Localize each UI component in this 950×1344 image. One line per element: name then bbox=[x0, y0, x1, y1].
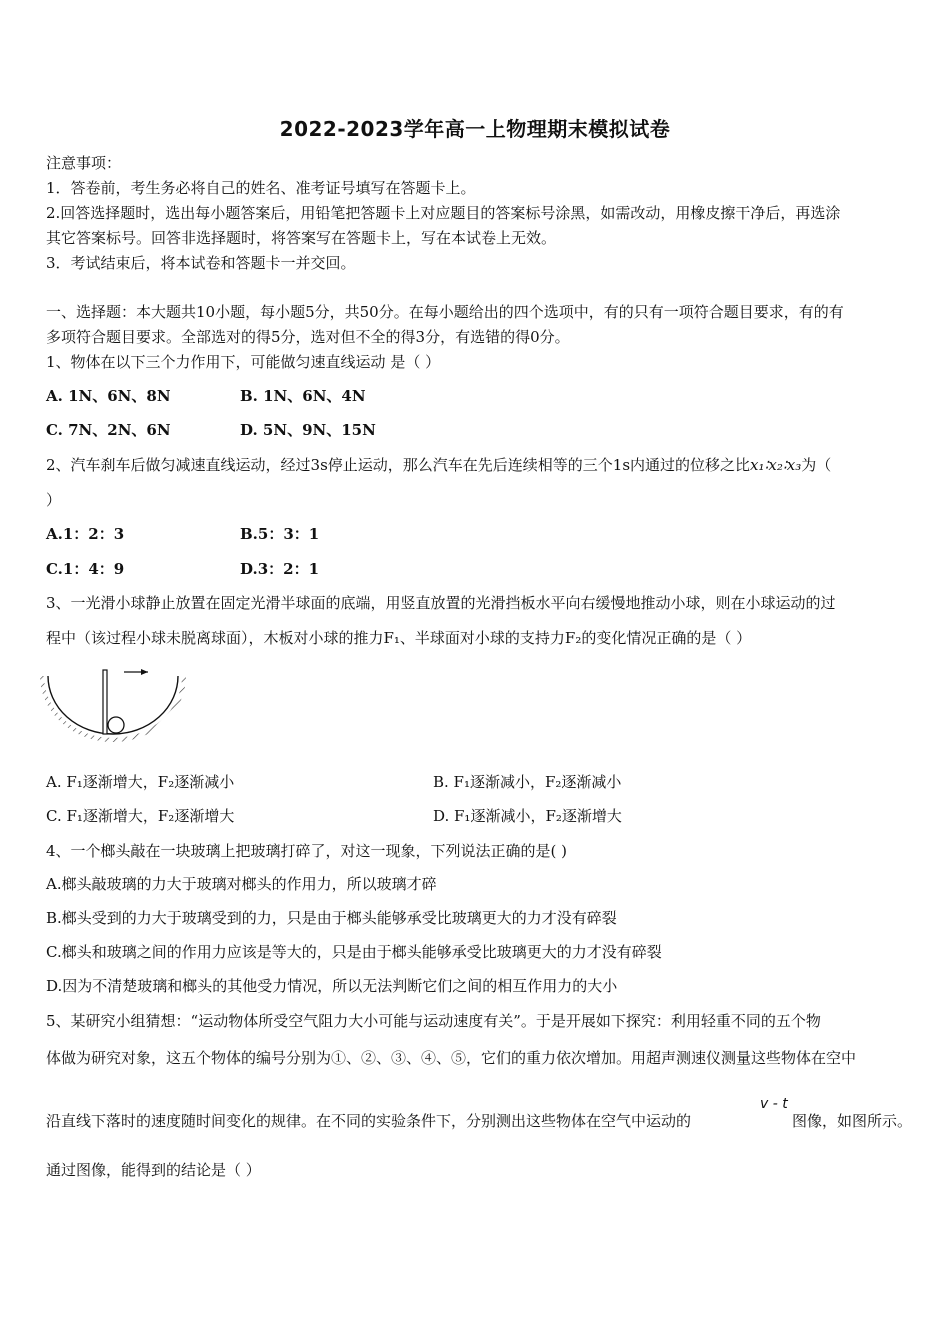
section-intro-line2: 多项符合题目要求。全部选对的得5分，选对但不全的得3分，有选错的得0分。 bbox=[46, 328, 570, 346]
notice-item-2-cont: 其它答案标号。回答非选择题时，将答案写在答题卡上，写在本试卷上无效。 bbox=[46, 229, 557, 247]
notice-item-2: 2.回答选择题时，选出每小题答案后，用铅笔把答题卡上对应题目的答案标号涂黑，如需改动，用橡皮擦干净后，再选涂 bbox=[46, 204, 841, 222]
section-intro-line1: 一、选择题：本大题共10小题，每小题5分，共50分。在每小题给出的四个选项中，有的只有一项符合题目要求，有的有 bbox=[46, 303, 844, 321]
q2-stem-end: 为（ bbox=[801, 456, 832, 474]
ball bbox=[108, 717, 124, 733]
notice-item-3: 3．考试结束后，将本试卷和答题卡一并交回。 bbox=[46, 254, 356, 272]
q4-stem: 4、一个榔头敲在一块玻璃上把玻璃打碎了，对这一现象，下列说法正确的是( ) bbox=[46, 842, 568, 860]
q3-option-b: B. F₁逐渐减小，F₂逐渐减小 bbox=[433, 773, 622, 791]
q3-option-c: C. F₁逐渐增大，F₂逐渐增大 bbox=[46, 807, 235, 825]
q1-option-d: D. 5N、9N、15N bbox=[240, 421, 376, 439]
vt-symbol: v - t bbox=[760, 1096, 788, 1112]
q4-option-b: B.榔头受到的力大于玻璃受到的力，只是由于榔头能够承受比玻璃更大的力才没有碎裂 bbox=[46, 909, 617, 927]
notice-heading: 注意事项： bbox=[46, 154, 122, 172]
q5-line3-end: 图像，如图所示。 bbox=[792, 1112, 913, 1130]
q3-stem-line1: 3、一光滑小球静止放置在固定光滑半球面的底端，用竖直放置的光滑挡板水平向右缓慢地推动小球，则在小球运动的过 bbox=[46, 594, 836, 612]
q2-option-d: D.3：2：1 bbox=[240, 560, 320, 578]
q5-line2: 体做为研究对象，这五个物体的编号分别为①、②、③、④、⑤，它们的重力依次增加。用超声测速仪测量这些物体在空中 bbox=[46, 1049, 857, 1067]
page-title: 2022-2023学年高一上物理期末模拟试卷 bbox=[279, 117, 671, 141]
q2-ratio: x₁∶x₂∶x₃ bbox=[750, 456, 802, 474]
q2-option-c: C.1：4：9 bbox=[46, 560, 125, 578]
q5-line3: 沿直线下落时的速度随时间变化的规律。在不同的实验条件下，分别测出这些物体在空气中运动的 bbox=[46, 1112, 692, 1130]
q5-line1: 5、某研究小组猜想：“运动物体所受空气阻力大小可能与运动速度有关”。于是开展如下探究：利用轻重不同的五个物 bbox=[46, 1012, 821, 1030]
q3-option-a: A. F₁逐渐增大，F₂逐渐减小 bbox=[46, 773, 235, 791]
board bbox=[103, 670, 107, 734]
q4-option-d: D.因为不清楚玻璃和榔头的其他受力情况，所以无法判断它们之间的相互作用力的大小 bbox=[46, 977, 618, 995]
q1-option-a: A. 1N、6N、8N bbox=[46, 387, 171, 405]
q2-option-b: B.5：3：1 bbox=[240, 525, 320, 543]
q1-option-c: C. 7N、2N、6N bbox=[46, 421, 171, 439]
q3-stem-line2: 程中（该过程小球未脱离球面），木板对小球的推力F₁、半球面对小球的支持力F₂的变化情况正确的是（ ） bbox=[46, 629, 752, 647]
q5-line4: 通过图像，能得到的结论是（ ） bbox=[46, 1161, 261, 1179]
q1-option-b: B. 1N、6N、4N bbox=[240, 387, 366, 405]
hemisphere-figure bbox=[40, 662, 186, 742]
q1-stem: 1、物体在以下三个力作用下，可能做匀速直线运动 是（ ） bbox=[46, 353, 441, 371]
push-arrow-head bbox=[141, 669, 148, 675]
q4-option-a: A.榔头敲玻璃的力大于玻璃对榔头的作用力，所以玻璃才碎 bbox=[46, 875, 437, 893]
q4-option-c: C.榔头和玻璃之间的作用力应该是等大的，只是由于榔头能够承受比玻璃更大的力才没有碎裂 bbox=[46, 943, 662, 961]
q2-stem bbox=[46, 455, 831, 475]
notice-item-1: 1．答卷前，考生务必将自己的姓名、准考证号填写在答题卡上。 bbox=[46, 179, 476, 197]
q3-option-d: D. F₁逐渐减小，F₂逐渐增大 bbox=[433, 807, 622, 825]
q2-option-a: A.1：2：3 bbox=[46, 525, 125, 543]
q2-stem-text: 2、汽车刹车后做匀减速直线运动，经过3s停止运动，那么汽车在先后连续相等的三个1s内通过的位移之比 bbox=[46, 456, 751, 474]
q2-stem-close: ） bbox=[46, 491, 62, 509]
